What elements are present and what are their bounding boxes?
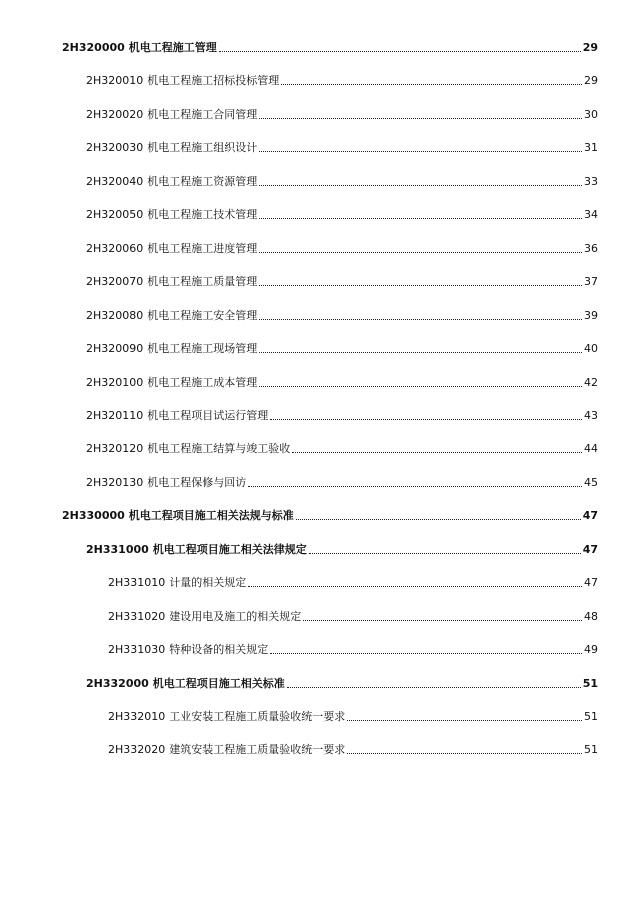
toc-entry-code: 2H331010 (108, 576, 166, 589)
toc-entry-page-number: 47 (582, 509, 598, 522)
toc-entry-page-number: 39 (584, 309, 598, 322)
toc-entry-title: 机电工程施工组织设计 (147, 141, 258, 154)
toc-entry-title: 机电工程施工现场管理 (147, 342, 258, 355)
toc-entry-page-number: 45 (584, 476, 598, 489)
toc-entry[interactable] (86, 669, 598, 691)
toc-entry[interactable] (62, 501, 598, 523)
toc-entry-title: 机电工程项目施工相关法律规定 (152, 543, 307, 556)
toc-entry[interactable] (108, 635, 598, 657)
toc-entry-code: 2H320080 (86, 309, 144, 322)
toc-entry-title: 建筑安装工程施工质量验收统一要求 (169, 743, 346, 756)
toc-entry-title: 工业安装工程施工质量验收统一要求 (169, 710, 346, 723)
dot-leader (292, 452, 582, 453)
toc-entry[interactable] (62, 33, 598, 55)
dot-leader (296, 519, 581, 520)
toc-entry-page-number: 30 (584, 108, 598, 121)
toc-entry-title: 机电工程施工招标投标管理 (147, 74, 280, 87)
toc-entry-title: 计量的相关规定 (169, 576, 247, 589)
toc-entry-title: 机电工程施工结算与竣工验收 (147, 442, 291, 455)
toc-entry-title: 机电工程施工技术管理 (147, 208, 258, 221)
toc-entry-code: 2H331000 (86, 543, 149, 556)
toc-entry-code: 2H320050 (86, 208, 144, 221)
dot-leader (259, 319, 582, 320)
toc-entry-page-number: 43 (584, 409, 598, 422)
toc-entry-code: 2H320120 (86, 442, 144, 455)
toc-entry-title: 机电工程保修与回访 (147, 476, 247, 489)
toc-entry-page-number: 42 (584, 376, 598, 389)
toc-entry-title: 机电工程施工进度管理 (147, 242, 258, 255)
toc-entry-code: 2H320000 (62, 41, 125, 54)
toc-entry-title: 机电工程施工成本管理 (147, 376, 258, 389)
dot-leader (248, 486, 582, 487)
toc-entry[interactable] (86, 334, 598, 356)
toc-entry-page-number: 51 (584, 743, 598, 756)
dot-leader (259, 151, 582, 152)
toc-entry[interactable] (108, 702, 598, 724)
toc-entry[interactable] (86, 301, 598, 323)
toc-entry[interactable] (86, 66, 598, 88)
dot-leader (219, 51, 581, 52)
toc-entry-page-number: 47 (584, 576, 598, 589)
toc-entry-code: 2H320110 (86, 409, 144, 422)
toc-entry-page-number: 33 (584, 175, 598, 188)
dot-leader (270, 419, 582, 420)
toc-entry-page-number: 44 (584, 442, 598, 455)
toc-entry[interactable] (86, 100, 598, 122)
dot-leader (259, 185, 582, 186)
toc-entry-title: 机电工程施工资源管理 (147, 175, 258, 188)
toc-entry-title: 机电工程施工管理 (128, 41, 217, 54)
toc-entry[interactable] (86, 434, 598, 456)
toc-entry-code: 2H320010 (86, 74, 144, 87)
toc-entry-code: 2H320030 (86, 141, 144, 154)
dot-leader (259, 218, 582, 219)
dot-leader (270, 653, 582, 654)
toc-entry-page-number: 36 (584, 242, 598, 255)
dot-leader (347, 720, 582, 721)
dot-leader (259, 352, 582, 353)
toc-entry-code: 2H320060 (86, 242, 144, 255)
toc-entry[interactable] (86, 200, 598, 222)
toc-entry[interactable] (86, 167, 598, 189)
toc-entry-page-number: 29 (584, 74, 598, 87)
toc-entry[interactable] (86, 368, 598, 390)
dot-leader (347, 753, 582, 754)
toc-entry[interactable] (108, 602, 598, 624)
toc-entry-title: 特种设备的相关规定 (169, 643, 269, 656)
dot-leader (259, 386, 582, 387)
toc-entry-page-number: 37 (584, 275, 598, 288)
toc-entry-page-number: 47 (582, 543, 598, 556)
toc-entry[interactable] (86, 535, 598, 557)
toc-entry-code: 2H320040 (86, 175, 144, 188)
toc-entry-code: 2H330000 (62, 509, 125, 522)
dot-leader (287, 687, 581, 688)
toc-entry-title: 机电工程项目施工相关标准 (152, 677, 285, 690)
toc-entry-title: 机电工程施工质量管理 (147, 275, 258, 288)
toc-entry-code: 2H320020 (86, 108, 144, 121)
toc-entry-page-number: 48 (584, 610, 598, 623)
toc-entry-page-number: 31 (584, 141, 598, 154)
toc-entry-page-number: 34 (584, 208, 598, 221)
toc-entry[interactable] (108, 568, 598, 590)
toc-entry[interactable] (86, 234, 598, 256)
toc-entry-code: 2H332020 (108, 743, 166, 756)
toc-entry[interactable] (86, 133, 598, 155)
toc-entry-page-number: 29 (582, 41, 598, 54)
toc-entry-code: 2H320100 (86, 376, 144, 389)
toc-entry-code: 2H320070 (86, 275, 144, 288)
toc-entry[interactable] (86, 267, 598, 289)
toc-entry-page-number: 51 (584, 710, 598, 723)
dot-leader (259, 285, 582, 286)
dot-leader (259, 118, 582, 119)
toc-entry-code: 2H331020 (108, 610, 166, 623)
toc-entry-code: 2H332000 (86, 677, 149, 690)
toc-entry-title: 机电工程施工合同管理 (147, 108, 258, 121)
dot-leader (303, 620, 582, 621)
toc-entry-code: 2H320130 (86, 476, 144, 489)
toc-entry-title: 机电工程项目试运行管理 (147, 409, 269, 422)
toc-entry[interactable] (86, 401, 598, 423)
toc-entry[interactable] (108, 735, 598, 757)
toc-entry-page-number: 40 (584, 342, 598, 355)
dot-leader (248, 586, 582, 587)
dot-leader (281, 84, 582, 85)
toc-entry-page-number: 49 (584, 643, 598, 656)
toc-entry-code: 2H320090 (86, 342, 144, 355)
toc-entry-title: 机电工程项目施工相关法规与标准 (128, 509, 294, 522)
toc-entry-code: 2H332010 (108, 710, 166, 723)
toc-entry[interactable] (86, 468, 598, 490)
toc-entry-page-number: 51 (582, 677, 598, 690)
toc-entry-title: 机电工程施工安全管理 (147, 309, 258, 322)
toc-entry-code: 2H331030 (108, 643, 166, 656)
dot-leader (259, 252, 582, 253)
toc-entry-title: 建设用电及施工的相关规定 (169, 610, 302, 623)
dot-leader (309, 553, 581, 554)
